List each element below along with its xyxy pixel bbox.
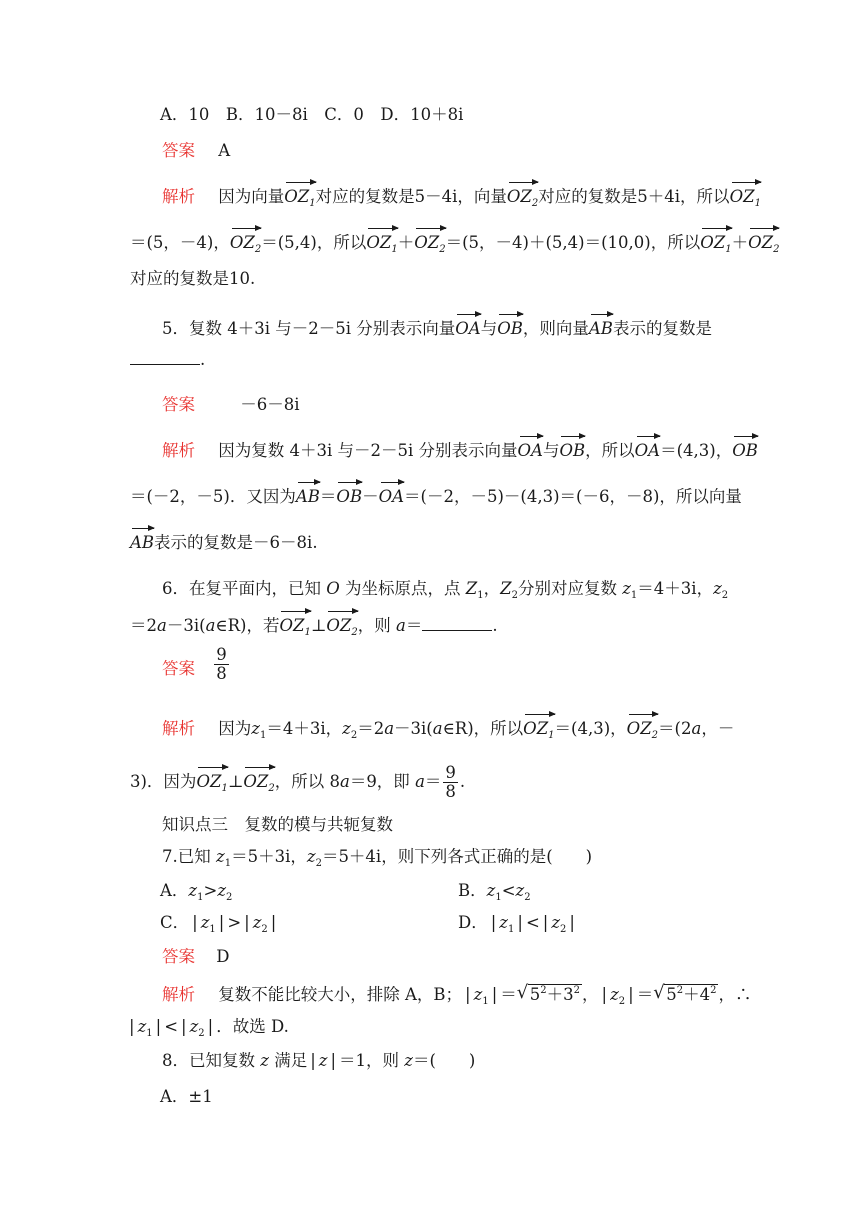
q5-analysis-line1: 解析 因为复数 4＋3i 与－2－5i 分别表示向量OA与OB，所以OA＝(4,3)，OB	[162, 441, 758, 460]
answer-blank	[130, 348, 200, 365]
q8-stem: 8．已知复数 z 满足 | z | ＝1，则 z＝( )	[162, 1051, 476, 1070]
q7-answer-line	[162, 946, 229, 968]
q4-analysis-line3: 对应的复数是10.	[130, 269, 256, 288]
q7-stem: 7.已知 $z_1=5+3i$，$z_2=5+4i$，则下列各式正确的是( )	[162, 847, 593, 869]
q4-analysis-line1: 解析 因为向量$OZ_1$对应的复数是5－4i，向量$OZ_2$对应的复数是5＋4i，所以$OZ_1$	[162, 187, 761, 209]
analysis-label: 解析	[162, 187, 195, 206]
analysis-fraction: $\frac{9}{8}$	[445, 763, 456, 801]
q5-analysis-line3: AB表示的复数是－6－8i.	[130, 533, 318, 552]
q6-answer-line	[162, 645, 231, 683]
analysis-label: 解析	[162, 719, 195, 738]
answer-label: 答案	[162, 947, 195, 966]
section-title: 知识点三 复数的模与共轭复数	[162, 815, 393, 834]
q7-option-a: A．$z_1>z_2$	[160, 881, 233, 903]
answer-value: D	[216, 947, 230, 966]
q7-analysis-line2: | $z_1$ | < | $z_2$ | ．故选 D.	[129, 1017, 289, 1039]
q5-stem-line1: 5．复数 4＋3i 与－2－5i 分别表示向量OA与OB，则向量AB表示的复数是	[162, 319, 712, 338]
q6-analysis-line2: 3)．因为$OZ_1\perp OZ_2$，所以 8a＝9，即 a＝ $\frac{9}{8}$ .	[130, 763, 466, 801]
q4-answer-line	[162, 140, 230, 162]
answer-label: 答案	[162, 395, 195, 414]
answer-label: 答案	[162, 659, 195, 678]
q5-answer-line	[162, 394, 300, 416]
q7-option-c: C． | $z_1$ | > | $z_2$ |	[160, 913, 277, 935]
q8-option-a: A．±1	[160, 1087, 213, 1106]
q6-stem-line1: 6．在复平面内，已知 O 为坐标原点，点 $Z_1$，$Z_2$分别对应复数 $z_1=4+3i$，$z_2$	[162, 579, 729, 601]
answer-value: －6－8i	[240, 395, 300, 414]
q7-option-d: D． | $z_1$ | < | $z_2$ |	[458, 913, 575, 935]
analysis-label: 解析	[162, 441, 195, 460]
q7-option-b: B．$z_1<z_2$	[458, 881, 531, 903]
answer-fraction: $\frac{9}{8}$	[216, 645, 227, 683]
q6-stem-line2: ＝2a－3i(a∈R)，若$OZ_1\perp OZ_2$，则 a＝ .	[130, 616, 498, 638]
q4-options: A．10 B．10－8i C．0 D．10＋8i	[160, 105, 464, 124]
answer-label: 答案	[162, 141, 195, 160]
answer-value: A	[218, 141, 231, 160]
q5-analysis-line2: ＝(－2，－5)．又因为AB＝OB－OA＝(－2，－5)－(4,3)＝(－6，－8)，所以向量	[130, 487, 742, 506]
q6-analysis-line1: 解析 因为$z_1=4+3i$，$z_2=2a-3i(a\in R)$，所以$OZ_1=(4,3)$，$OZ_2=(2a$，－	[162, 719, 735, 741]
analysis-label: 解析	[162, 985, 195, 1004]
q5-stem-line2: .	[130, 348, 205, 371]
answer-blank	[422, 614, 492, 631]
q4-analysis-line2: ＝(5，－4)，$OZ_2=(5,4)$，所以$OZ_1+OZ_2=(5$，－4)＋(5,4)＝(10,0)，所以$OZ_1+OZ_2$	[130, 233, 780, 255]
q7-analysis-line1: 解析 复数不能比较大小，排除 A，B； | $z_1$ | ＝√ $5^2+3^2$ ， | $z_2$ | ＝√ $5^2+4^2$ ，∴	[162, 984, 751, 1009]
